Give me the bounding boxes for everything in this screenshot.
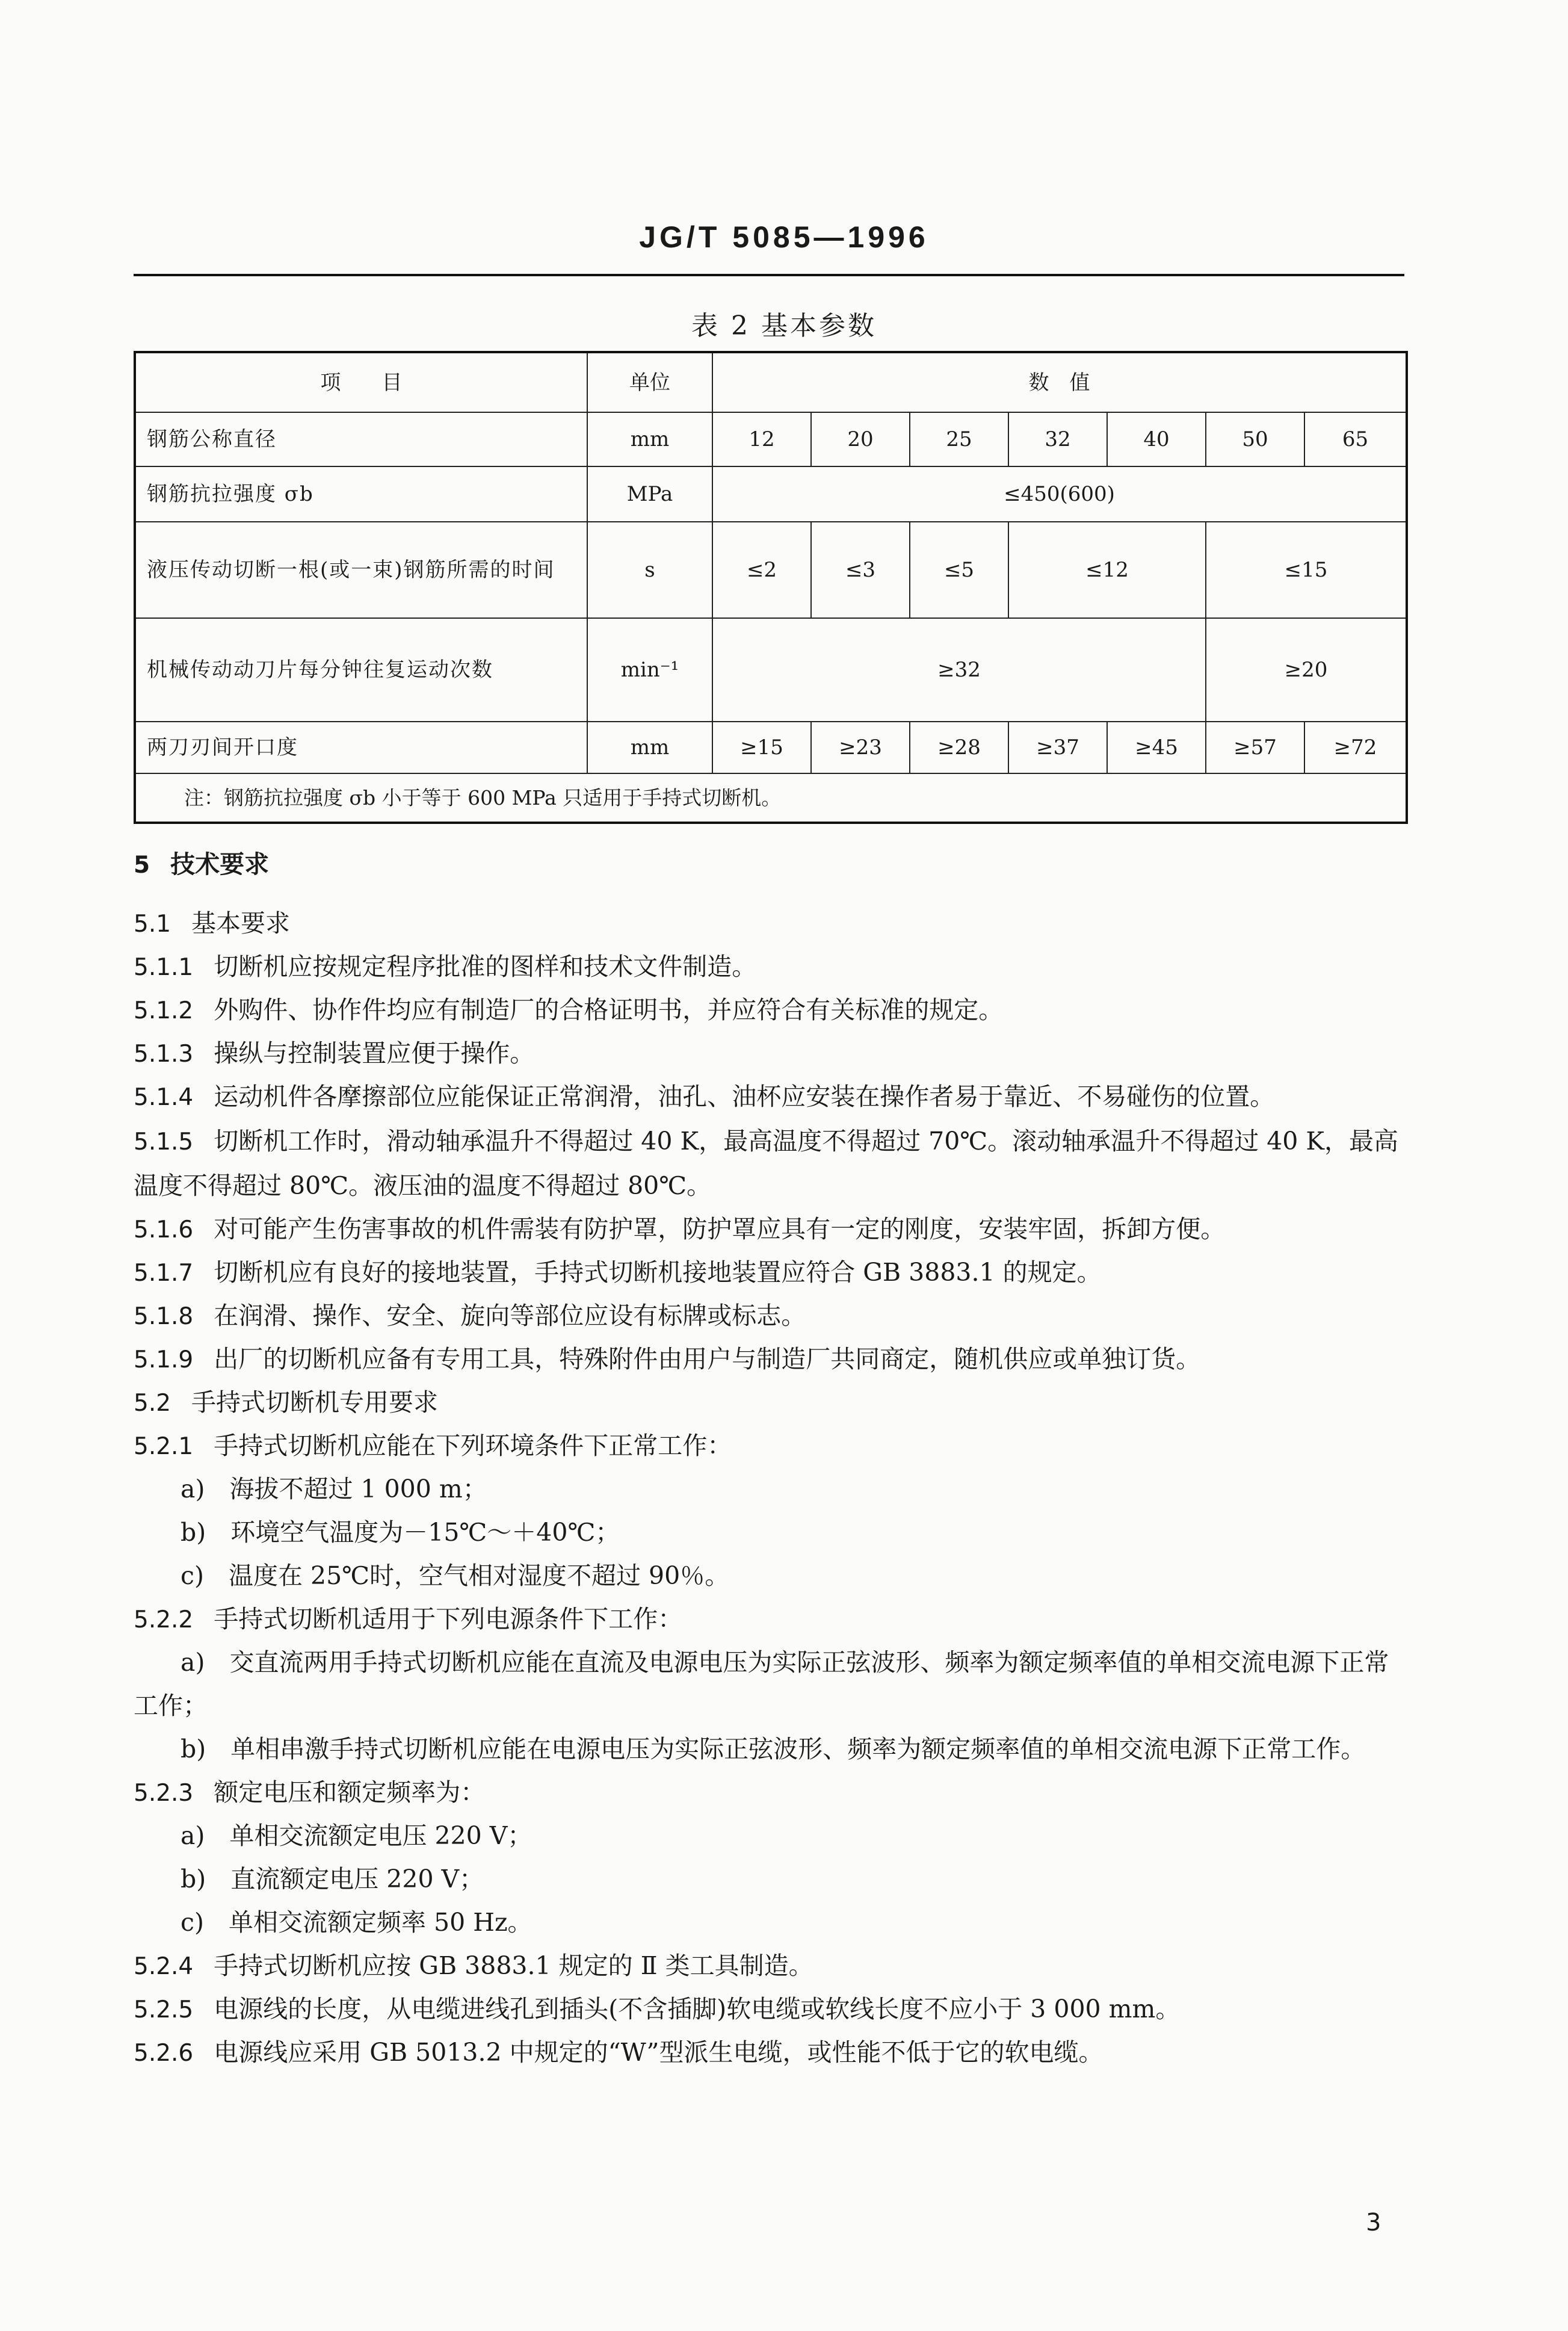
clause-5-2: 5.2 手持式切断机专用要求 xyxy=(134,1388,439,1417)
cell: ≤5 xyxy=(910,522,1008,618)
cell: ≥32 xyxy=(712,618,1206,722)
clause-5-1-2: 5.1.2 外购件、协作件均应有制造厂的合格证明书，并应符合有关标准的规定。 xyxy=(134,995,1004,1024)
clause-5-2-5: 5.2.5 电源线的长度，从电缆进线孔到插头(不含插脚)软电缆或软线长度不应小于 3 000 mm。 xyxy=(134,1995,1181,2023)
row-item: 机械传动动刀片每分钟往复运动次数 xyxy=(135,618,587,722)
table-row xyxy=(135,412,1407,466)
row-unit: min⁻¹ xyxy=(587,618,712,722)
list-item: b) 单相串激手持式切断机应能在电源电压为实际正弦波形、频率为额定频率值的单相交流电源下正常工作。 xyxy=(181,1735,1366,1763)
row-item: 两刀刃间开口度 xyxy=(135,722,587,773)
cell: 12 xyxy=(712,412,811,466)
standard-header: JG/T 5085—1996 xyxy=(639,220,929,254)
table-row xyxy=(135,618,1407,722)
row-unit: mm xyxy=(587,412,712,466)
table-note-row xyxy=(135,773,1407,823)
body-text xyxy=(134,843,1404,2074)
row-unit: MPa xyxy=(587,466,712,522)
clause-5-1-6: 5.1.6 对可能产生伤害事故的机件需装有防护罩，防护罩应具有一定的刚度，安装牢固，拆卸方便。 xyxy=(134,1215,1226,1243)
clause-5-1-9: 5.1.9 出厂的切断机应备有专用工具，特殊附件由用户与制造厂共同商定，随机供应或单独订货。 xyxy=(134,1345,1201,1373)
cell: ≤450(600) xyxy=(712,466,1407,522)
cell: 20 xyxy=(811,412,910,466)
list-item: b) 直流额定电压 220 V； xyxy=(181,1865,484,1893)
cell: 32 xyxy=(1008,412,1107,466)
cell: 25 xyxy=(910,412,1008,466)
row-unit: mm xyxy=(587,722,712,773)
row-unit: s xyxy=(587,522,712,618)
cell: 50 xyxy=(1206,412,1304,466)
header-value: 数 值 xyxy=(712,352,1407,412)
cell: ≥23 xyxy=(811,722,910,773)
header-unit: 单位 xyxy=(587,352,712,412)
cell: ≤12 xyxy=(1008,522,1206,618)
list-item: a) 交直流两用手持式切断机应能在直流及电源电压为实际正弦波形、频率为额定频率值的单相交流电源下正常工作； xyxy=(134,1648,1389,1720)
table-note: 注：钢筋抗拉强度 σb 小于等于 600 MPa 只适用于手持式切断机。 xyxy=(135,773,1407,823)
table-row xyxy=(135,522,1407,618)
cell: ≥37 xyxy=(1008,722,1107,773)
page-number: 3 xyxy=(1366,2209,1381,2237)
clause-5-2-3: 5.2.3 额定电压和额定频率为： xyxy=(134,1778,486,1807)
table-row xyxy=(135,722,1407,773)
cell: ≤3 xyxy=(811,522,910,618)
clause-5-2-6: 5.2.6 电源线应采用 GB 5013.2 中规定的“W”型派生电缆，或性能不低于它的软电缆。 xyxy=(134,2038,1103,2067)
cell: ≥20 xyxy=(1206,618,1407,722)
header-rule xyxy=(134,274,1404,276)
header-item: 项 目 xyxy=(135,352,587,412)
row-item: 钢筋抗拉强度 σb xyxy=(135,466,587,522)
clause-5-1: 5.1 基本要求 xyxy=(134,909,291,938)
table-row xyxy=(135,466,1407,522)
clause-5-1-7: 5.1.7 切断机应有良好的接地装置，手持式切断机接地装置应符合 GB 3883.1 的规定。 xyxy=(134,1258,1102,1287)
clause-5-1-4: 5.1.4 运动机件各摩擦部位应能保证正常润滑，油孔、油杯应安装在操作者易于靠近、不易碰伤的位置。 xyxy=(134,1082,1275,1111)
cell: ≥28 xyxy=(910,722,1008,773)
clause-5-1-8: 5.1.8 在润滑、操作、安全、旋向等部位应设有标牌或标志。 xyxy=(134,1301,806,1330)
list-item: a) 海拔不超过 1 000 m； xyxy=(181,1475,487,1503)
list-item: c) 温度在 25℃时，空气相对湿度不超过 90％。 xyxy=(181,1561,730,1590)
cell: 40 xyxy=(1107,412,1206,466)
clause-5-2-2: 5.2.2 手持式切断机适用于下列电源条件下工作： xyxy=(134,1605,683,1633)
cell: ≤15 xyxy=(1206,522,1407,618)
parameters-table xyxy=(134,351,1408,824)
section-5: 5 技术要求 xyxy=(134,850,270,879)
list-item: a) 单相交流额定电压 220 V； xyxy=(181,1821,532,1850)
list-item: c) 单相交流额定频率 50 Hz。 xyxy=(181,1908,532,1937)
cell: ≤2 xyxy=(712,522,811,618)
table-header-row xyxy=(135,352,1407,412)
clause-5-1-3: 5.1.3 操纵与控制装置应便于操作。 xyxy=(134,1039,535,1068)
table-title: 表 2 基本参数 xyxy=(691,311,877,341)
cell: ≥45 xyxy=(1107,722,1206,773)
cell: ≥72 xyxy=(1304,722,1407,773)
row-item: 液压传动切断一根(或一束)钢筋所需的时间 xyxy=(135,522,587,618)
clause-5-2-4: 5.2.4 手持式切断机应按 GB 3883.1 规定的 Ⅱ 类工具制造。 xyxy=(134,1951,813,1980)
cell: ≥15 xyxy=(712,722,811,773)
list-item: b) 环境空气温度为－15℃～＋40℃； xyxy=(181,1518,620,1547)
clause-5-1-1: 5.1.1 切断机应按规定程序批准的图样和技术文件制造。 xyxy=(134,952,757,981)
cell: ≥57 xyxy=(1206,722,1304,773)
clause-5-1-5: 5.1.5 切断机工作时，滑动轴承温升不得超过 40 K，最高温度不得超过 70℃。滚动轴承温升不得超过 40 K，最高温度不得超过 80℃。液压油的温度不得超过 80℃。 xyxy=(134,1127,1399,1200)
row-item: 钢筋公称直径 xyxy=(135,412,587,466)
clause-5-2-1: 5.2.1 手持式切断机应能在下列环境条件下正常工作： xyxy=(134,1431,732,1460)
cell: 65 xyxy=(1304,412,1407,466)
